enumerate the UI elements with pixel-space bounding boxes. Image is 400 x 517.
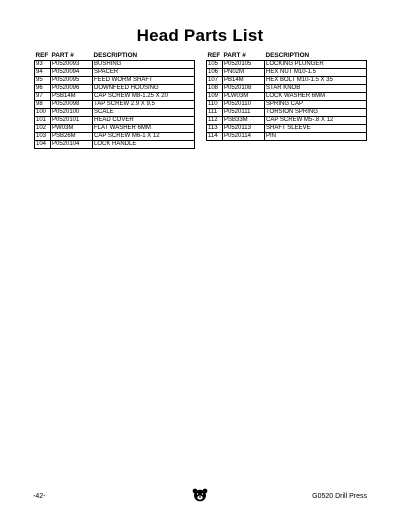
- table-row: [35, 77, 195, 85]
- cell-ref: 109: [207, 93, 223, 101]
- cell-ref: 105: [207, 61, 223, 69]
- cell-ref: 108: [207, 85, 223, 93]
- header-ref: REF: [35, 52, 49, 59]
- header-part: PART #: [51, 52, 74, 59]
- table-row: [207, 101, 367, 109]
- table-row: [207, 69, 367, 77]
- cell-part-number: PSB33M: [223, 117, 265, 125]
- table-row: [35, 101, 195, 109]
- table-row: [207, 133, 367, 141]
- cell-ref: 98: [35, 101, 51, 109]
- table-row: [207, 117, 367, 125]
- table-row: [207, 77, 367, 85]
- cell-part-number: P0520098: [51, 101, 93, 109]
- cell-description: SPRING CAP: [265, 101, 367, 109]
- cell-part-number: P0520101: [51, 117, 93, 125]
- cell-description: HEX BOLT M10-1.5 X 35: [265, 77, 367, 85]
- cell-description: STAR KNOB: [265, 85, 367, 93]
- parts-table-right: [206, 51, 367, 141]
- parts-table-left-body: [35, 61, 195, 149]
- cell-ref: 111: [207, 109, 223, 117]
- cell-part-number: PSB26M: [51, 133, 93, 141]
- cell-ref: 100: [35, 109, 51, 117]
- header-description: DESCRIPTION: [265, 52, 310, 59]
- cell-part-number: P0520111: [223, 109, 265, 117]
- table-row: [207, 125, 367, 133]
- cell-part-number: P0520114: [223, 133, 265, 141]
- cell-description: DOWNFEED HOUSING: [93, 85, 195, 93]
- cell-description: TAP SCREW 2.9 X 9.5: [93, 101, 195, 109]
- cell-description: PIN: [265, 133, 367, 141]
- cell-description: TORSION SPRING: [265, 109, 367, 117]
- cell-ref: 96: [35, 85, 51, 93]
- table-row: [207, 109, 367, 117]
- header-description: DESCRIPTION: [93, 52, 138, 59]
- table-row: [35, 117, 195, 125]
- cell-part-number: P0520096: [51, 85, 93, 93]
- model-name: G0520 Drill Press: [312, 493, 367, 500]
- header-part: PART #: [223, 52, 246, 59]
- table-row: [35, 133, 195, 141]
- cell-description: CAP SCREW M8-1.25 X 20: [93, 93, 195, 101]
- cell-part-number: P0520108: [223, 85, 265, 93]
- cell-part-number: P0520104: [51, 141, 93, 149]
- table-row: [207, 61, 367, 69]
- cell-ref: 94: [35, 69, 51, 77]
- page-number: -42-: [33, 493, 46, 500]
- cell-part-number: PB14M: [223, 77, 265, 85]
- cell-ref: 101: [35, 117, 51, 125]
- table-row: [35, 125, 195, 133]
- bear-head-icon: [192, 488, 208, 502]
- cell-part-number: P0520093: [51, 61, 93, 69]
- parts-table-right-body: [207, 61, 367, 141]
- table-row: [207, 93, 367, 101]
- page-title: Head Parts List: [136, 26, 264, 45]
- cell-part-number: P0520110: [223, 101, 265, 109]
- cell-description: FLAT WASHER 6MM: [93, 125, 195, 133]
- cell-ref: 106: [207, 69, 223, 77]
- cell-description: LOCKING PLUNGER: [265, 61, 367, 69]
- table-row: [35, 109, 195, 117]
- cell-description: CAP SCREW M6-1 X 12: [93, 133, 195, 141]
- table-row: [35, 85, 195, 93]
- cell-part-number: P0520105: [223, 61, 265, 69]
- cell-part-number: PN02M: [223, 69, 265, 77]
- cell-part-number: PLW03M: [223, 93, 265, 101]
- cell-part-number: PSB14M: [51, 93, 93, 101]
- cell-description: SHAFT SLEEVE: [265, 125, 367, 133]
- cell-ref: 114: [207, 133, 223, 141]
- cell-ref: 110: [207, 101, 223, 109]
- cell-description: CAP SCREW M5-.8 X 12: [265, 117, 367, 125]
- cell-description: FEED WORM SHAFT: [93, 77, 195, 85]
- cell-part-number: P0520100: [51, 109, 93, 117]
- cell-description: SPACER: [93, 69, 195, 77]
- cell-ref: 95: [35, 77, 51, 85]
- cell-description: LOCK WASHER 6MM: [265, 93, 367, 101]
- cell-ref: 107: [207, 77, 223, 85]
- cell-description: BUSHING: [93, 61, 195, 69]
- cell-part-number: PW03M: [51, 125, 93, 133]
- table-row: [35, 69, 195, 77]
- cell-part-number: P0520113: [223, 125, 265, 133]
- cell-description: HEX NUT M10-1.5: [265, 69, 367, 77]
- cell-ref: 102: [35, 125, 51, 133]
- table-row: [35, 93, 195, 101]
- cell-ref: 104: [35, 141, 51, 149]
- cell-ref: 113: [207, 125, 223, 133]
- parts-table-left: [34, 51, 195, 149]
- cell-description: LOCK HANDLE: [93, 141, 195, 149]
- cell-ref: 97: [35, 93, 51, 101]
- table-header-row: [207, 51, 367, 61]
- cell-description: SCALE: [93, 109, 195, 117]
- table-row: [35, 61, 195, 69]
- cell-part-number: P0520095: [51, 77, 93, 85]
- cell-part-number: P0520094: [51, 69, 93, 77]
- cell-ref: 112: [207, 117, 223, 125]
- table-header-row: [35, 51, 195, 61]
- cell-ref: 93: [35, 61, 51, 69]
- header-ref: REF: [207, 52, 221, 59]
- table-row: [35, 141, 195, 149]
- cell-ref: 103: [35, 133, 51, 141]
- cell-description: HEAD COVER: [93, 117, 195, 125]
- table-row: [207, 85, 367, 93]
